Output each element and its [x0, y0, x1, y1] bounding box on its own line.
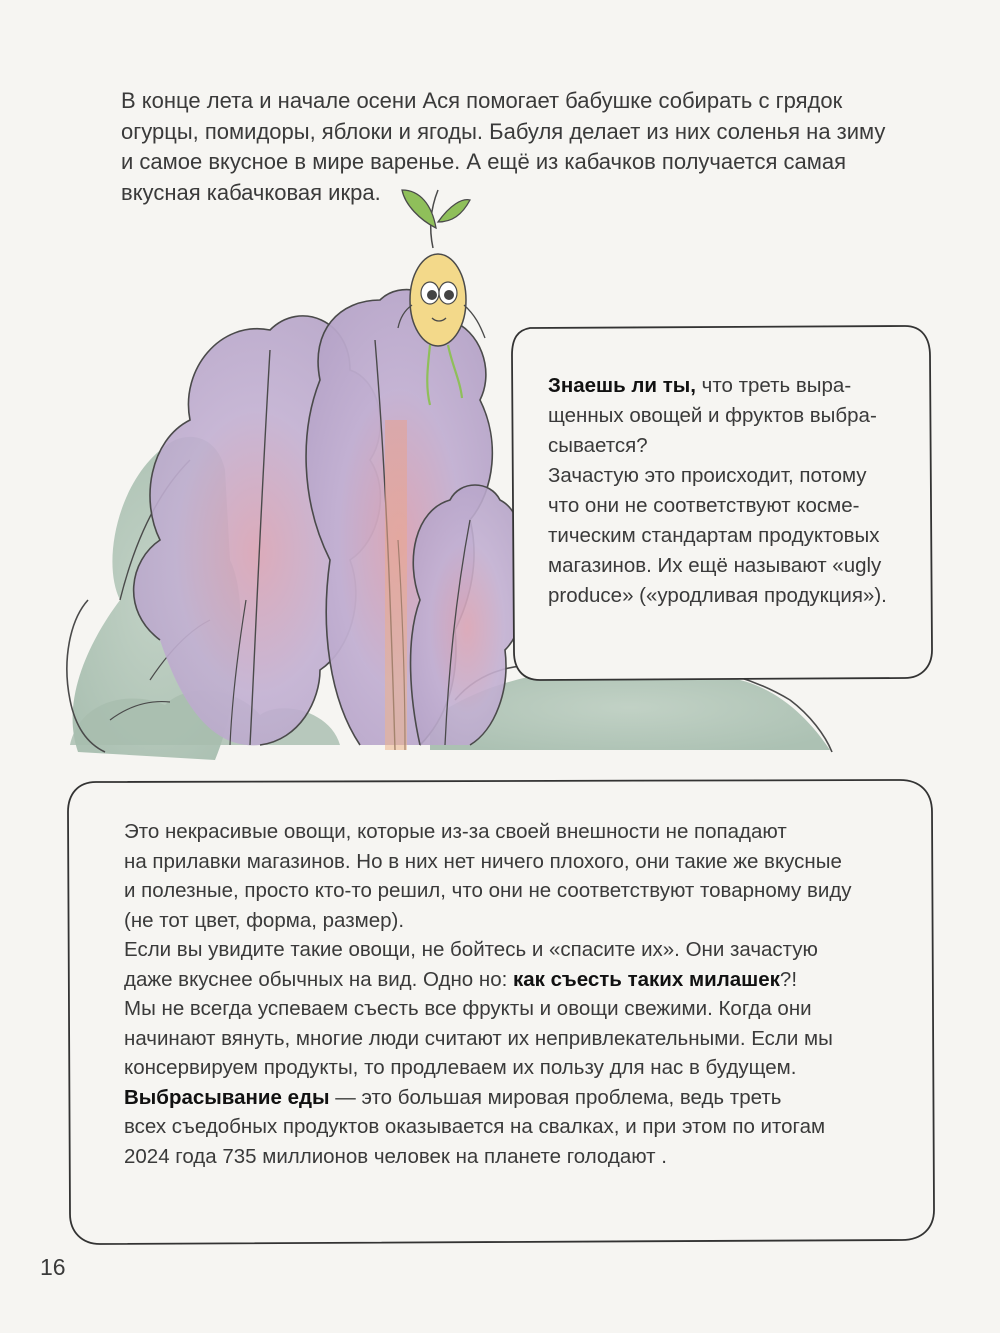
- text-line: щенных овощей и фруктов выбра-: [548, 404, 877, 427]
- intro-paragraph: [121, 86, 886, 208]
- text-fragment: ?!: [779, 967, 798, 991]
- intro-line: В конце лета и начале осени Ася помогает бабушке собирать с грядок: [121, 88, 843, 113]
- text-line: и полезные, просто кто-то решил, что они не соответствуют товарному виду: [124, 879, 852, 902]
- text-line: Это некрасивые овощи, которые из-за своей внешности не попадают: [124, 820, 787, 843]
- text-line: produce» («уродливая продукция»).: [548, 584, 887, 607]
- purple-leaves: [134, 290, 524, 750]
- text-fragment: что треть выра-: [695, 374, 852, 397]
- text-line: 2024 года 735 миллионов человек на планете голодают .: [124, 1144, 667, 1168]
- text-line: (не тот цвет, форма, размер).: [124, 908, 405, 932]
- text-fragment: — это большая мировая проблема, ведь треть: [329, 1085, 782, 1109]
- intro-line: вкусная кабачковая икра.: [121, 179, 381, 205]
- text-line: всех съедобных продуктов оказывается на свалках, и при этом по итогам: [124, 1115, 826, 1138]
- did-you-know-heading: Знаешь ли ты,: [548, 374, 696, 397]
- text-line: Мы не всегда успеваем съесть все фрукты и овощи свежими. Когда они: [124, 997, 812, 1020]
- text-line: начинают вянуть, многие люди считают их непривлекательными. Если мы: [124, 1026, 833, 1050]
- did-you-know-first-line: [548, 371, 908, 401]
- text-line-with-bold: [124, 1083, 924, 1113]
- text-line: на прилавки магазинов. Но в них нет ничего плохого, они такие же вкусные: [124, 849, 842, 873]
- text-line-with-bold: [124, 965, 924, 995]
- text-fragment: даже вкуснее обычных на вид. Одно но:: [124, 967, 514, 991]
- intro-line: и самое вкусное в мире варенье. А ещё из кабачков получается самая: [121, 149, 846, 174]
- ugly-produce-text: [124, 817, 924, 1171]
- text-line: консервируем продукты, то продлеваем их пользу для нас в будущем.: [124, 1056, 797, 1079]
- text-line: тическим стандартам продуктовых: [548, 524, 880, 547]
- text-line: Зачастую это происходит, потому: [548, 464, 867, 487]
- bold-phrase: Выбрасывание еды: [124, 1085, 330, 1109]
- bold-phrase: как съесть таких милашек: [513, 967, 780, 991]
- text-line: сывается?: [548, 434, 648, 457]
- text-line: что они не соответствуют косме-: [548, 494, 860, 517]
- page-number: 16: [40, 1254, 66, 1280]
- did-you-know-text: [548, 371, 908, 611]
- text-line: Если вы увидите такие овощи, не бойтесь и «спасите их». Они зачастую: [124, 938, 818, 961]
- intro-line: огурцы, помидоры, яблоки и ягоды. Бабуля делает из них соленья на зиму: [121, 118, 886, 144]
- text-line: магазинов. Их ещё называют «ugly: [548, 554, 882, 577]
